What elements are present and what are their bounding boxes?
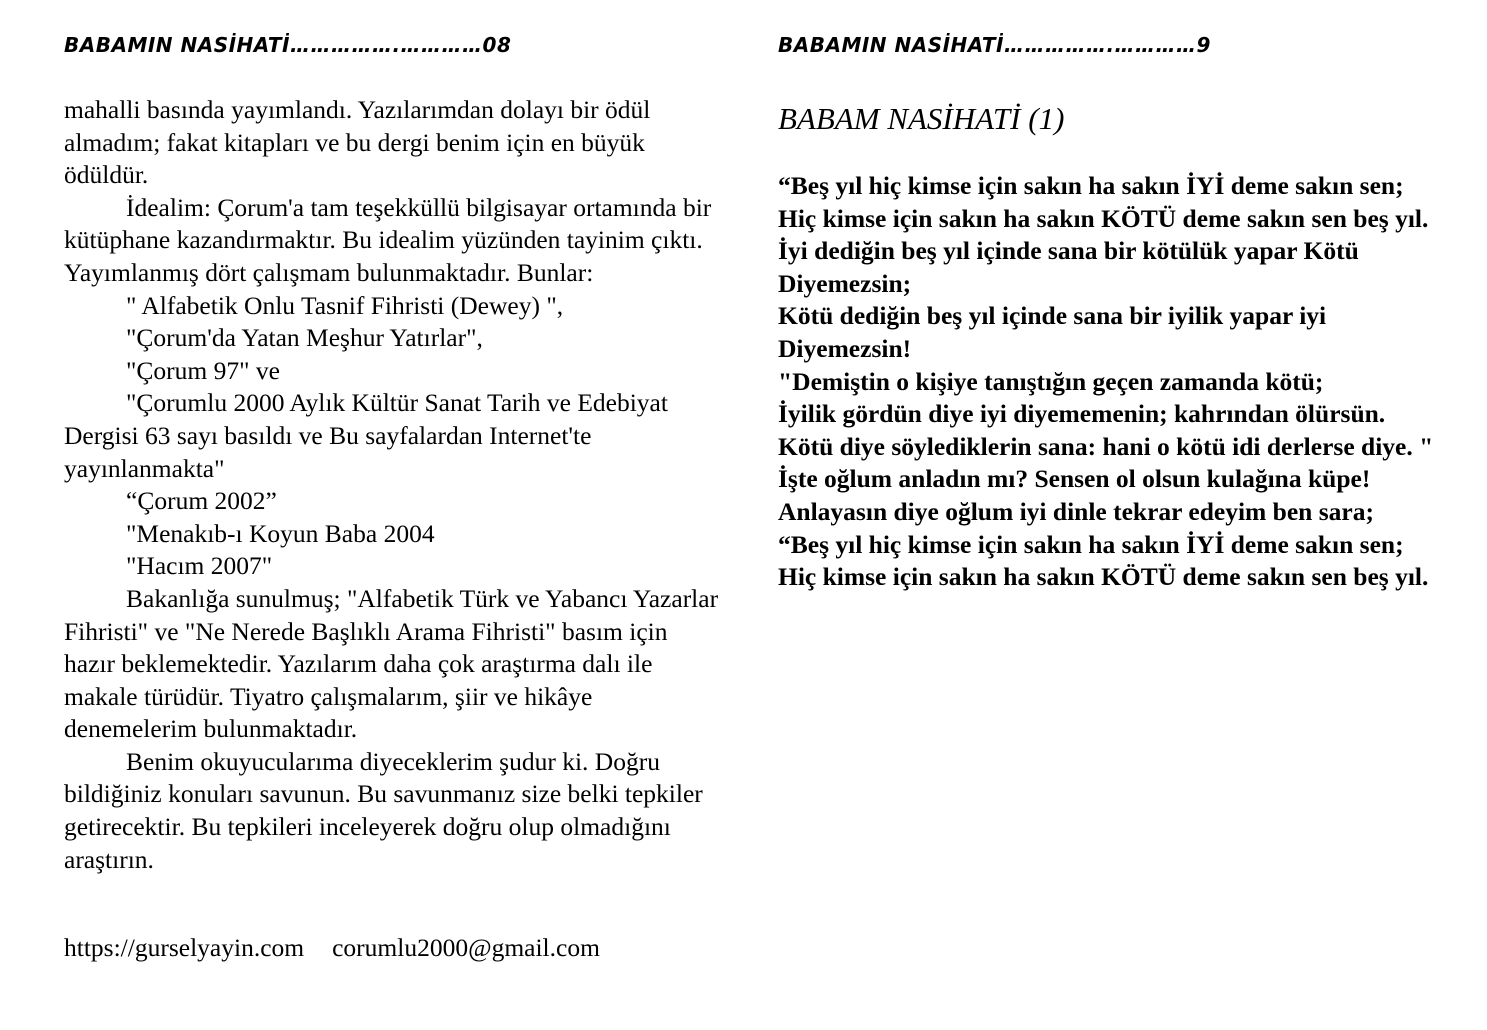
poem-line: Anlayasın diye oğlum iyi dinle tekrar edeyim ben sara; (778, 496, 1374, 526)
paragraph: İdealim: Çorum'a tam teşekküllü bilgisayar ortamında bir kütüphane kazandırmaktır. Bu idealim yüzünden tayinim çıktı. Yayımlanmış dört çalışmam bulunmaktadır. Bunlar: (64, 192, 712, 287)
paragraph: "Çorum 97" ve (126, 355, 280, 385)
right-page (778, 0, 1448, 1030)
poem-line: İyi dediğin beş yıl içinde sana bir kötülük yapar Kötü Diyemezsin; (778, 236, 1359, 298)
poem-line: İyilik gördün diye iyi diyememenin; kahrından ölürsün. (778, 399, 1386, 429)
poem-line: İşte oğlum anladın mı? Sensen ol olsun kulağına küpe! (778, 464, 1371, 494)
poem-body (778, 170, 1438, 594)
paragraph: "Menakıb-ı Koyun Baba 2004 (126, 518, 435, 548)
paragraph: " Alfabetik Onlu Tasnif Fihristi (Dewey) ", (126, 290, 564, 320)
left-body-text (64, 94, 724, 876)
poem-line: "Demiştin o kişiye tanıştığın geçen zamanda kötü; (778, 366, 1324, 396)
paragraph: "Çorum'da Yatan Meşhur Yatırlar", (126, 323, 483, 353)
left-running-header: BABAMIN NASİHATİ…………….…………08 (64, 33, 512, 57)
paragraph: Benim okuyucularıma diyeceklerim şudur ki. Doğru bildiğiniz konuları savunun. Bu savunmanız size belki tepkiler getirecektir. Bu tepkileri inceleyerek doğru olup olmadığını araştırın. (64, 746, 703, 874)
paragraph: mahalli basında yayımlandı. Yazılarımdan dolayı bir ödül almadım; fakat kitapları ve bu dergi benim için en büyük ödüldür. (64, 95, 651, 190)
poem-line: Hiç kimse için sakın ha sakın KÖTÜ deme sakın sen beş yıl. (778, 562, 1429, 592)
right-running-header: BABAMIN NASİHATİ…………….…………9 (778, 33, 1211, 57)
poem-line: “Beş yıl hiç kimse için sakın ha sakın İYİ deme sakın sen; (778, 529, 1404, 559)
poem-title: BABAM NASİHATİ (1) (778, 101, 1065, 136)
poem-line: “Beş yıl hiç kimse için sakın ha sakın İYİ deme sakın sen; (778, 171, 1404, 200)
email-link[interactable]: corumlu2000@gmail.com (332, 933, 600, 962)
poem-line: Kötü diye söylediklerin sana: hani o kötü idi derlerse diye. " (778, 431, 1434, 461)
paragraph: “Çorum 2002” (126, 486, 277, 516)
left-page (64, 0, 724, 1030)
website-link[interactable]: https://gurselyayin.com (64, 933, 305, 962)
footer-contact (64, 932, 600, 964)
poem-line: Kötü dediğin beş yıl içinde sana bir iyilik yapar iyi Diyemezsin! (778, 301, 1327, 363)
paragraph: "Çorumlu 2000 Aylık Kültür Sanat Tarih ve Edebiyat Dergisi 63 sayı basıldı ve Bu sayfalardan Internet'te yayınlanmakta" (64, 388, 668, 483)
poem-line: Hiç kimse için sakın ha sakın KÖTÜ deme sakın sen beş yıl. (778, 203, 1429, 233)
paragraph: "Hacım 2007" (126, 551, 273, 581)
paragraph: Bakanlığa sunulmuş; "Alfabetik Türk ve Yabancı Yazarlar Fihristi" ve "Ne Nerede Başlıklı Arama Fihristi" basım için hazır beklemektedir. Yazılarım daha çok araştırma dalı ile makale türüdür. Tiyatro çalışmalarım, şiir ve hikâye denemelerim bulunmaktadır. (64, 583, 719, 744)
